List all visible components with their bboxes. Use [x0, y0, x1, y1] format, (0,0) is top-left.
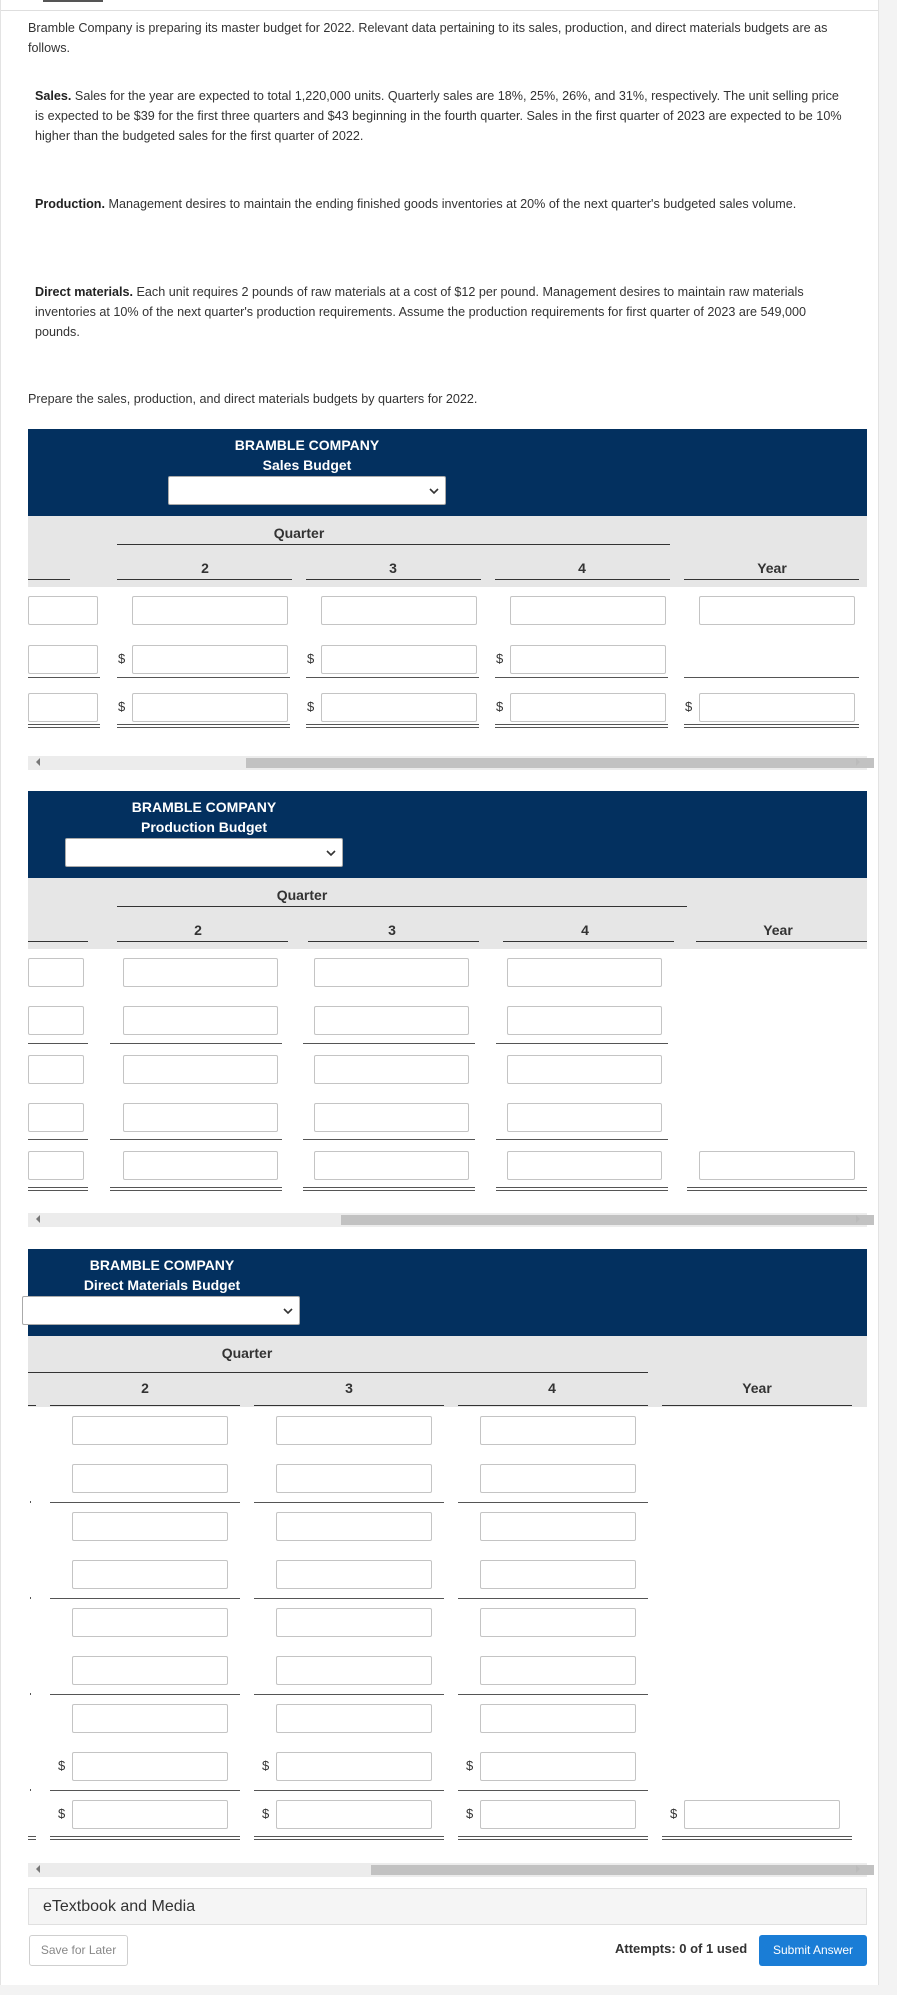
dm-cost-per-pound-q2-input[interactable] [72, 1752, 228, 1781]
dm-total-q4-input[interactable] [480, 1608, 636, 1637]
double-rule [110, 1187, 282, 1191]
materials-info [35, 282, 850, 342]
materials-col-q3: 3 [345, 1380, 353, 1396]
double-rule [28, 1187, 88, 1191]
sales-column-header [28, 516, 867, 587]
scrollbar-thumb[interactable] [246, 758, 874, 768]
scrollbar-thumb[interactable] [371, 1865, 874, 1875]
materials-col-q2: 2 [141, 1380, 149, 1396]
dm-pounds-per-unit-q3-input[interactable] [276, 1464, 432, 1493]
rule [458, 1405, 648, 1406]
dm-purchases-pounds-q2-input[interactable] [72, 1704, 228, 1733]
rule [30, 1693, 31, 1695]
prod-beginning-q4-input[interactable] [507, 1103, 662, 1132]
intro-text: Bramble Company is preparing its master budget for 2022. Relevant data pertaining to its sales, production, and direct materials budgets are as follows. [28, 21, 828, 55]
dollar-sign: $ [58, 1758, 66, 1773]
dm-units-q2-input[interactable] [72, 1416, 228, 1445]
scrollbar-thumb[interactable] [341, 1215, 874, 1225]
dm-production-needs-q2-input[interactable] [72, 1512, 228, 1541]
dm-purchases-pounds-q4-input[interactable] [480, 1704, 636, 1733]
dollar-sign: $ [685, 699, 693, 714]
rule [684, 579, 859, 580]
dm-cost-per-pound-q4-input[interactable] [480, 1752, 636, 1781]
rule [662, 1405, 852, 1406]
rule [306, 579, 481, 580]
rule [696, 941, 867, 942]
prod-beginning-q2-input[interactable] [123, 1103, 278, 1132]
dollar-sign: $ [118, 651, 126, 666]
production-col-q4: 4 [581, 922, 589, 938]
production-col-q2: 2 [194, 922, 202, 938]
dm-pounds-per-unit-q2-input[interactable] [72, 1464, 228, 1493]
production-column-header [28, 878, 867, 949]
production-horizontal-scrollbar[interactable] [28, 1213, 867, 1227]
sales-revenue-q4-input[interactable] [510, 693, 666, 722]
dm-ending-q4-input[interactable] [480, 1560, 636, 1589]
dollar-sign: $ [496, 699, 504, 714]
rule [496, 1139, 668, 1140]
dm-total-q3-input[interactable] [276, 1608, 432, 1637]
rule [110, 1139, 282, 1140]
instruction-text: Prepare the sales, production, and direct materials budgets by quarters for 2022. [28, 392, 478, 406]
rule [684, 677, 859, 678]
sales-price-q1-input[interactable] [28, 645, 98, 674]
rule [28, 941, 88, 942]
rule [458, 1598, 648, 1599]
dm-ending-q3-input[interactable] [276, 1560, 432, 1589]
production-quarter-label: Quarter [276, 887, 328, 903]
sales-units-q1-input[interactable] [28, 596, 98, 625]
dm-purchases-pounds-q3-input[interactable] [276, 1704, 432, 1733]
dm-production-needs-q3-input[interactable] [276, 1512, 432, 1541]
double-rule [687, 1187, 867, 1191]
rule [28, 1405, 36, 1406]
sales-col-q4: 4 [578, 560, 586, 576]
rule [117, 677, 290, 678]
prod-sales-q1-input[interactable] [28, 958, 84, 987]
rule [28, 1043, 88, 1044]
scroll-left-icon[interactable] [36, 758, 40, 766]
rule [458, 1790, 648, 1791]
sales-info-text: Sales for the year are expected to total 1,220,000 units. Quarterly sales are 18%, 25%, 26%, and 31%, respectively. The unit selling price is expected to be $39 for the first three quarters and $43 beginning in the fourth quarter. Sales in the first quarter of 2023 are expected to be 10% higher than the budgeted sales for the first quarter of 2022. [35, 89, 842, 143]
prod-required-q1-input[interactable] [28, 1151, 84, 1180]
sales-units-year-input[interactable] [699, 596, 855, 625]
double-rule [28, 724, 100, 728]
dollar-sign: $ [466, 1758, 474, 1773]
sales-horizontal-scrollbar[interactable] [28, 756, 867, 770]
prod-sales-q4-input[interactable] [507, 958, 662, 987]
dm-units-q3-input[interactable] [276, 1416, 432, 1445]
rule [28, 677, 100, 678]
dollar-sign: $ [496, 651, 504, 666]
rule [458, 1694, 648, 1695]
dollar-sign: $ [307, 699, 315, 714]
dollar-sign: $ [118, 699, 126, 714]
dollar-sign: $ [58, 1806, 66, 1821]
sales-info [35, 86, 850, 146]
rule [254, 1598, 444, 1599]
rule [50, 1790, 240, 1791]
materials-period-dropdown[interactable] [22, 1296, 300, 1325]
materials-company-name: BRAMBLE COMPANY [89, 1257, 235, 1273]
rule [303, 1139, 475, 1140]
production-quarter-rule [117, 906, 687, 907]
sales-col-year: Year [757, 560, 787, 576]
sales-price-q3-input[interactable] [321, 645, 477, 674]
rule [50, 1694, 240, 1695]
double-rule [50, 1836, 240, 1840]
rule [117, 579, 292, 580]
sales-revenue-q3-input[interactable] [321, 693, 477, 722]
scroll-right-icon[interactable] [856, 1865, 860, 1873]
double-rule [495, 724, 668, 728]
rule [254, 1502, 444, 1503]
double-rule [662, 1836, 852, 1840]
rule [495, 579, 670, 580]
prod-sales-q3-input[interactable] [314, 958, 469, 987]
prod-total-q4-input[interactable] [507, 1055, 662, 1084]
dm-total-cost-year-input[interactable] [684, 1800, 840, 1829]
attempts-counter: Attempts: 0 of 1 used [615, 1941, 748, 1956]
chevron-down-icon [283, 1307, 293, 1315]
sales-price-q4-input[interactable] [510, 645, 666, 674]
dm-beginning-q4-input[interactable] [480, 1656, 636, 1685]
sales-revenue-q1-input[interactable] [28, 693, 98, 722]
production-col-year: Year [763, 922, 793, 938]
materials-col-year: Year [742, 1380, 772, 1396]
rule [30, 1501, 31, 1503]
rule [306, 677, 479, 678]
dm-beginning-q2-input[interactable] [72, 1656, 228, 1685]
rule [308, 941, 479, 942]
dm-total-q2-input[interactable] [72, 1608, 228, 1637]
prod-required-q2-input[interactable] [123, 1151, 278, 1180]
scroll-left-icon[interactable] [36, 1865, 40, 1873]
prod-required-q4-input[interactable] [507, 1151, 662, 1180]
dm-cost-per-pound-q3-input[interactable] [276, 1752, 432, 1781]
dm-total-cost-q2-input[interactable] [72, 1800, 228, 1829]
submit-answer-button[interactable]: Submit Answer [759, 1935, 867, 1966]
rule [458, 1502, 648, 1503]
rule [117, 941, 288, 942]
dm-ending-q2-input[interactable] [72, 1560, 228, 1589]
top-divider [1, 10, 878, 11]
prod-total-q1-input[interactable] [28, 1055, 84, 1084]
sales-units-q2-input[interactable] [132, 596, 288, 625]
scroll-right-icon[interactable] [856, 1215, 860, 1223]
sales-quarter-rule [117, 544, 670, 545]
prod-required-year-input[interactable] [699, 1151, 855, 1180]
double-rule [28, 1836, 36, 1840]
production-budget-header [28, 791, 867, 878]
dm-total-cost-q3-input[interactable] [276, 1800, 432, 1829]
chevron-down-icon [326, 849, 336, 857]
sales-budget-title: Sales Budget [262, 457, 352, 473]
prod-required-q3-input[interactable] [314, 1151, 469, 1180]
materials-col-q4: 4 [548, 1380, 556, 1396]
rule [503, 941, 674, 942]
production-company-name: BRAMBLE COMPANY [131, 799, 277, 815]
dollar-sign: $ [307, 651, 315, 666]
production-period-dropdown[interactable] [65, 838, 343, 867]
sales-price-q2-input[interactable] [132, 645, 288, 674]
prod-ending-q1-input[interactable] [28, 1006, 84, 1035]
prod-sales-q2-input[interactable] [123, 958, 278, 987]
rule [254, 1790, 444, 1791]
materials-quarter-label: Quarter [221, 1345, 273, 1361]
rule [254, 1694, 444, 1695]
prod-ending-q3-input[interactable] [314, 1006, 469, 1035]
double-rule [306, 724, 479, 728]
rule [30, 1597, 31, 1599]
materials-info-lead: Direct materials. [35, 285, 134, 299]
materials-horizontal-scrollbar[interactable] [28, 1863, 867, 1877]
sales-revenue-year-input[interactable] [699, 693, 855, 722]
sales-col-q3: 3 [389, 560, 397, 576]
double-rule [117, 724, 290, 728]
sales-revenue-q2-input[interactable] [132, 693, 288, 722]
double-rule [684, 724, 859, 728]
scroll-left-icon[interactable] [36, 1215, 40, 1223]
production-info-text: Management desires to maintain the ending finished goods inventories at 20% of the next quarter's budgeted sales volume. [108, 197, 797, 211]
dm-pounds-per-unit-q4-input[interactable] [480, 1464, 636, 1493]
double-rule [254, 1836, 444, 1840]
prod-ending-q4-input[interactable] [507, 1006, 662, 1035]
scroll-right-icon[interactable] [856, 758, 860, 766]
production-info [35, 194, 850, 214]
production-info-lead: Production. [35, 197, 105, 211]
materials-column-header [28, 1336, 867, 1407]
prod-ending-q2-input[interactable] [123, 1006, 278, 1035]
double-rule [496, 1187, 668, 1191]
production-budget-title: Production Budget [141, 819, 267, 835]
prod-total-q2-input[interactable] [123, 1055, 278, 1084]
prod-total-q3-input[interactable] [314, 1055, 469, 1084]
dm-total-cost-q4-input[interactable] [480, 1800, 636, 1829]
materials-quarter-rule [28, 1372, 648, 1373]
rule [50, 1405, 240, 1406]
double-rule [303, 1187, 475, 1191]
materials-budget-header [28, 1249, 867, 1336]
materials-budget-title: Direct Materials Budget [83, 1277, 241, 1293]
rule [50, 1598, 240, 1599]
top-rule-fragment [43, 0, 103, 2]
sales-budget-header [28, 429, 867, 516]
rule [28, 579, 70, 580]
dollar-sign: $ [262, 1806, 270, 1821]
rule [303, 1043, 475, 1044]
dollar-sign: $ [670, 1806, 678, 1821]
dm-units-q4-input[interactable] [480, 1416, 636, 1445]
rule [495, 677, 668, 678]
prod-beginning-q1-input[interactable] [28, 1103, 84, 1132]
sales-quarter-label: Quarter [273, 525, 325, 541]
sales-units-q4-input[interactable] [510, 596, 666, 625]
dm-production-needs-q4-input[interactable] [480, 1512, 636, 1541]
sales-period-dropdown[interactable] [168, 476, 446, 505]
sales-col-q2: 2 [201, 560, 209, 576]
prod-beginning-q3-input[interactable] [314, 1103, 469, 1132]
rule [30, 1789, 31, 1791]
sales-units-q3-input[interactable] [321, 596, 477, 625]
chevron-down-icon [429, 487, 439, 495]
rule [110, 1043, 282, 1044]
rule [254, 1405, 444, 1406]
rule [28, 1139, 88, 1140]
rule [50, 1502, 240, 1503]
sales-company-name: BRAMBLE COMPANY [234, 437, 380, 453]
dollar-sign: $ [262, 1758, 270, 1773]
production-col-q3: 3 [388, 922, 396, 938]
dm-beginning-q3-input[interactable] [276, 1656, 432, 1685]
dollar-sign: $ [466, 1806, 474, 1821]
rule [496, 1043, 668, 1044]
materials-info-text: Each unit requires 2 pounds of raw materials at a cost of $12 per pound. Management desires to maintain raw materials inventories at 10% of the next quarter's production requirements. Assume the production requirements for first quarter of 2023 are 549,000 pounds. [35, 285, 807, 339]
sales-info-lead: Sales. [35, 89, 72, 103]
double-rule [458, 1836, 648, 1840]
save-for-later-button[interactable]: Save for Later [29, 1935, 128, 1966]
etextbook-media-link[interactable]: eTextbook and Media [28, 1888, 867, 1925]
